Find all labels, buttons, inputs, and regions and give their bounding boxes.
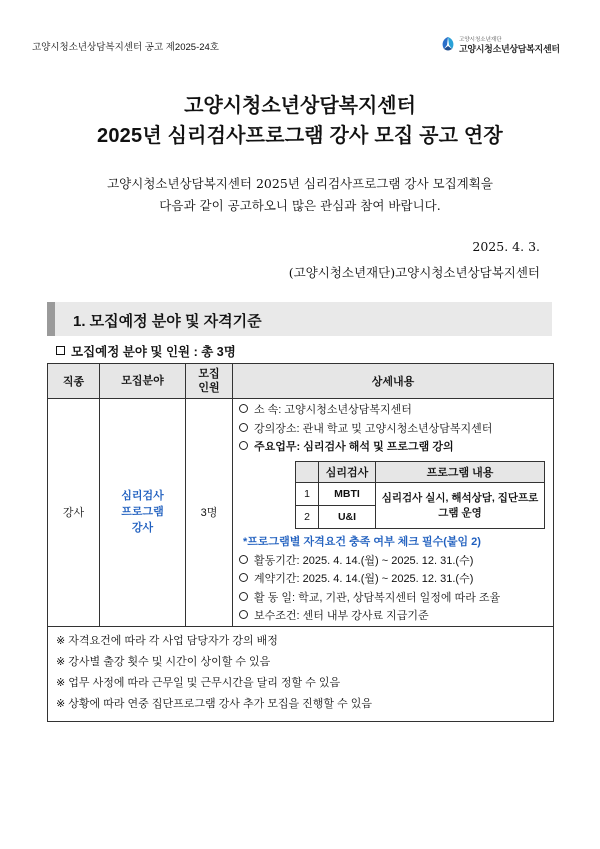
logo-mark-icon bbox=[440, 36, 456, 52]
circle-bullet-icon bbox=[239, 404, 248, 413]
notes-row bbox=[48, 626, 554, 721]
program-header-content: 프로그램 내용 bbox=[376, 461, 545, 482]
header-count bbox=[186, 364, 233, 399]
issuing-organization: (고양시청소년재단)고양시청소년상담복지센터 bbox=[288, 265, 540, 280]
recruitment-table bbox=[47, 363, 554, 722]
header-detail: 상세내용 bbox=[233, 364, 554, 399]
page-title-line2: 2025년 심리검사프로그램 강사 모집 공고 연장 bbox=[97, 125, 503, 147]
detail-affiliation bbox=[239, 401, 553, 420]
detail-location bbox=[239, 420, 553, 439]
detail-contract-period bbox=[239, 570, 553, 589]
program-no: 1 bbox=[296, 482, 319, 505]
circle-bullet-icon bbox=[239, 573, 248, 582]
notes-cell bbox=[48, 626, 554, 721]
row-field-line1: 심리검사 bbox=[121, 490, 164, 503]
subtitle-text: 모집예정 분야 및 인원 : 총 3명 bbox=[71, 345, 236, 359]
program-header-no bbox=[296, 461, 319, 482]
page-title-line1: 고양시청소년상담복지센터 bbox=[184, 95, 416, 117]
note-item: ※ 업무 사정에 따라 근무일 및 근무시간을 달리 정할 수 있음 bbox=[56, 676, 341, 689]
section-heading bbox=[47, 302, 552, 336]
program-test: MBTI bbox=[319, 482, 376, 505]
circle-bullet-icon bbox=[239, 423, 248, 432]
location-text: 강의장소: 관내 학교 및 고양시청소년상담복지센터 bbox=[254, 422, 493, 435]
circle-bullet-icon bbox=[239, 610, 248, 619]
program-row bbox=[296, 482, 545, 505]
intro-line1: 고양시청소년상담복지센터 2025년 심리검사프로그램 강사 모집계획을 bbox=[107, 176, 493, 191]
table-row bbox=[48, 399, 554, 627]
contract-period-text: 계약기간: 2025. 4. 14.(월) ~ 2025. 12. 31.(수) bbox=[254, 573, 474, 585]
section-accent-bar bbox=[47, 302, 55, 336]
detail-activity-days bbox=[239, 589, 553, 608]
notice-number: 고양시청소년상담복지센터 공고 제2025-24호 bbox=[32, 42, 219, 53]
main-duty-text: 주요업무: 심리검사 해석 및 프로그램 강의 bbox=[254, 441, 454, 453]
logo-name: 고양시청소년상담복지센터 bbox=[459, 44, 560, 54]
circle-bullet-icon bbox=[239, 555, 248, 564]
header-field: 모집분야 bbox=[100, 364, 186, 399]
note-item: ※ 상황에 따라 연중 집단프로그램 강사 추가 모집을 진행할 수 있음 bbox=[56, 697, 373, 710]
header-count-line2: 인원 bbox=[198, 382, 220, 394]
detail-activity-period bbox=[239, 552, 553, 571]
qualification-note: *프로그램별 자격요건 충족 여부 체크 필수(붙임 2) bbox=[243, 535, 481, 548]
row-field bbox=[100, 399, 186, 627]
row-field-line3: 강사 bbox=[131, 522, 154, 535]
section-title: 1. 모집예정 분야 및 자격기준 bbox=[73, 313, 262, 330]
section-subtitle bbox=[56, 342, 236, 360]
activity-period-text: 활동기간: 2025. 4. 14.(월) ~ 2025. 12. 31.(수) bbox=[254, 554, 474, 567]
row-field-line2: 프로그램 bbox=[121, 506, 164, 519]
program-content: 심리검사 실시, 해석상담, 집단프로그램 운영 bbox=[376, 482, 545, 528]
detail-main-duty bbox=[239, 438, 553, 457]
note-item: ※ 강사별 출강 횟수 및 시간이 상이할 수 있음 bbox=[56, 655, 271, 668]
program-header-test: 심리검사 bbox=[319, 461, 376, 482]
note-item: ※ 자격요건에 따라 각 사업 담당자가 강의 배정 bbox=[56, 634, 278, 647]
pay-text: 보수조건: 센터 내부 강사료 지급기준 bbox=[254, 610, 429, 622]
header-count-line1: 모집 bbox=[198, 368, 220, 380]
notice-date: 2025. 4. 3. bbox=[472, 239, 540, 254]
program-test: U&I bbox=[319, 505, 376, 528]
center-logo bbox=[440, 34, 570, 54]
program-no: 2 bbox=[296, 505, 319, 528]
square-bullet-icon bbox=[56, 346, 65, 355]
activity-days-text: 활 동 일: 학교, 기관, 상담복지센터 일정에 따라 조율 bbox=[254, 591, 501, 604]
row-job: 강사 bbox=[48, 399, 100, 627]
circle-bullet-icon bbox=[239, 592, 248, 601]
logo-small-text: 고양시청소년재단 bbox=[459, 37, 502, 43]
affiliation-text: 소 속: 고양시청소년상담복지센터 bbox=[254, 404, 412, 416]
row-count: 3명 bbox=[186, 399, 233, 627]
detail-pay bbox=[239, 607, 553, 626]
header-job: 직종 bbox=[48, 364, 100, 399]
program-table-header bbox=[296, 461, 545, 482]
row-detail bbox=[233, 399, 554, 627]
intro-line2: 다음과 같이 공고하오니 많은 관심과 참여 바랍니다. bbox=[159, 198, 441, 213]
table-header-row bbox=[48, 364, 554, 399]
program-table bbox=[295, 461, 545, 529]
circle-bullet-icon bbox=[239, 441, 248, 450]
